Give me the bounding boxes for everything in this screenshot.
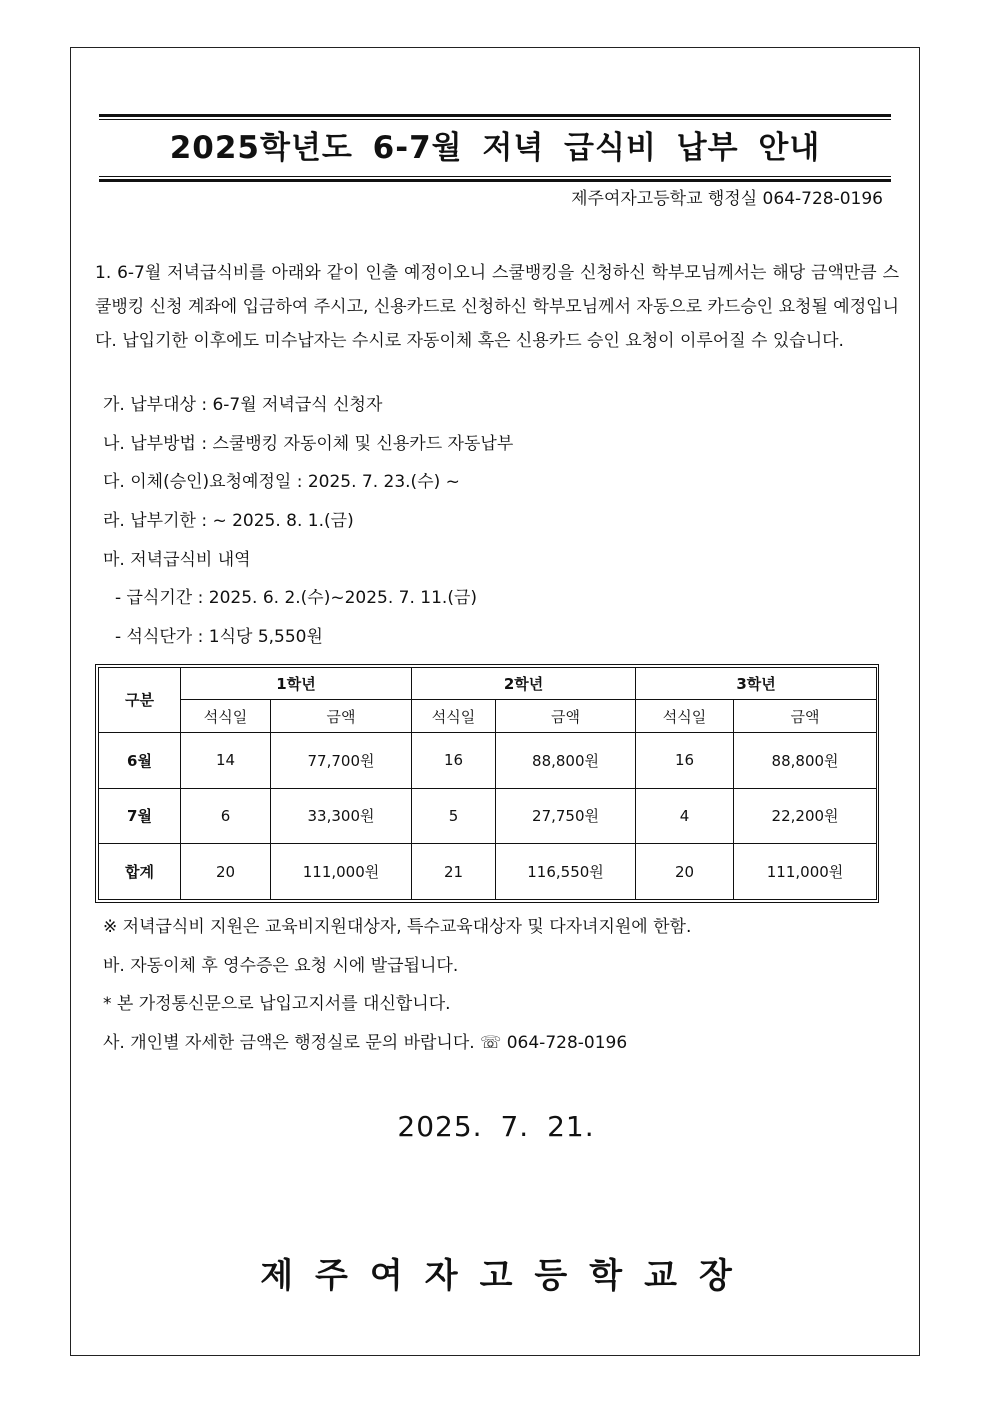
table-cell: 6 <box>181 788 271 844</box>
fee-table <box>98 667 877 900</box>
table-cell: 14 <box>181 732 271 788</box>
subheader-days: 석식일 <box>412 700 496 732</box>
note-support: ※ 저녁급식비 지원은 교육비지원대상자, 특수교육대상자 및 다자녀지원에 한함. <box>103 917 692 937</box>
table-cell: 116,550원 <box>496 844 636 900</box>
subheader-amount: 금액 <box>271 700 412 732</box>
table-cell: 27,750원 <box>496 788 636 844</box>
note-receipt: 바. 자동이체 후 영수증은 요청 시에 발급됩니다. <box>103 955 459 976</box>
row-label: 7월 <box>99 788 181 844</box>
intro-paragraph: 1. 6-7월 저녁급식비를 아래와 같이 인출 예정이오니 스쿨뱅킹을 신청하신 학부모님께서는 해당 금액만큼 스쿨뱅킹 신청 계좌에 입금하여 주시고, 신용카드로 신청하신 학부모님께서 자동으로 카드승인 요청될 예정입니다. 납입기한 이후에도 미수납자는 수시로 자동이체 혹은 신용카드 승인 요청이 이루어질 수 있습니다. <box>95 263 899 351</box>
table-cell: 77,700원 <box>271 732 412 788</box>
table-row <box>99 788 877 844</box>
title-block <box>99 114 891 182</box>
table-cell: 5 <box>412 788 496 844</box>
table-cell: 22,200원 <box>734 788 877 844</box>
sub-item-unit-price: - 석식단가 : 1식당 5,550원 <box>115 627 323 648</box>
subheader-amount: 금액 <box>496 700 636 732</box>
item-target: 가. 납부대상 : 6-7월 저녁급식 신청자 <box>103 395 383 415</box>
table-subheader-row <box>99 700 877 732</box>
grade-header-3: 3학년 <box>636 668 877 700</box>
title-rule-bottom <box>99 179 891 182</box>
table-cell: 111,000원 <box>271 844 412 900</box>
item-deadline: 라. 납부기한 : ~ 2025. 8. 1.(금) <box>103 511 354 532</box>
document-title: 2025학년도 6-7월 저녁 급식비 납부 안내 <box>169 130 821 166</box>
document-frame <box>70 47 920 1356</box>
item-method: 나. 납부방법 : 스쿨뱅킹 자동이체 및 신용카드 자동납부 <box>103 433 514 454</box>
item-breakdown: 마. 저녁급식비 내역 <box>103 549 251 570</box>
table-cell: 20 <box>181 844 271 900</box>
table-cell: 21 <box>412 844 496 900</box>
table-corner: 구분 <box>99 668 181 733</box>
item-transfer-date: 다. 이체(승인)요청예정일 : 2025. 7. 23.(수) ~ <box>103 472 460 493</box>
table-cell: 20 <box>636 844 734 900</box>
table-cell: 88,800원 <box>734 732 877 788</box>
table-cell: 4 <box>636 788 734 844</box>
note-inquiry: 사. 개인별 자세한 금액은 행정실로 문의 바랍니다. ☏ 064-728-0196 <box>103 1032 628 1053</box>
table-cell: 88,800원 <box>496 732 636 788</box>
table-row <box>99 732 877 788</box>
row-label: 합계 <box>99 844 181 900</box>
fee-table-outer <box>95 664 879 903</box>
principal-signature: 제주여자고등학교장 <box>260 1256 754 1296</box>
table-cell: 33,300원 <box>271 788 412 844</box>
subheader-amount: 금액 <box>734 700 877 732</box>
note-notice: * 본 가정통신문으로 납입고지서를 대신합니다. <box>103 994 451 1014</box>
sub-item-period: - 급식기간 : 2025. 6. 2.(수)~2025. 7. 11.(금) <box>115 588 478 609</box>
office-contact: 제주여자고등학교 행정실 064-728-0196 <box>571 189 883 209</box>
table-row <box>99 844 877 900</box>
subheader-days: 석식일 <box>636 700 734 732</box>
table-cell: 111,000원 <box>734 844 877 900</box>
title-rule-bottom-thin <box>99 176 891 177</box>
grade-header-2: 2학년 <box>412 668 636 700</box>
issue-date: 2025. 7. 21. <box>397 1110 595 1143</box>
table-cell: 16 <box>412 732 496 788</box>
subheader-days: 석식일 <box>181 700 271 732</box>
grade-header-1: 1학년 <box>181 668 412 700</box>
title-rule-top <box>99 114 891 117</box>
table-header-row <box>99 668 877 700</box>
row-label: 6월 <box>99 732 181 788</box>
item-list <box>103 386 513 657</box>
notes-list <box>103 908 691 1062</box>
table-cell: 16 <box>636 732 734 788</box>
